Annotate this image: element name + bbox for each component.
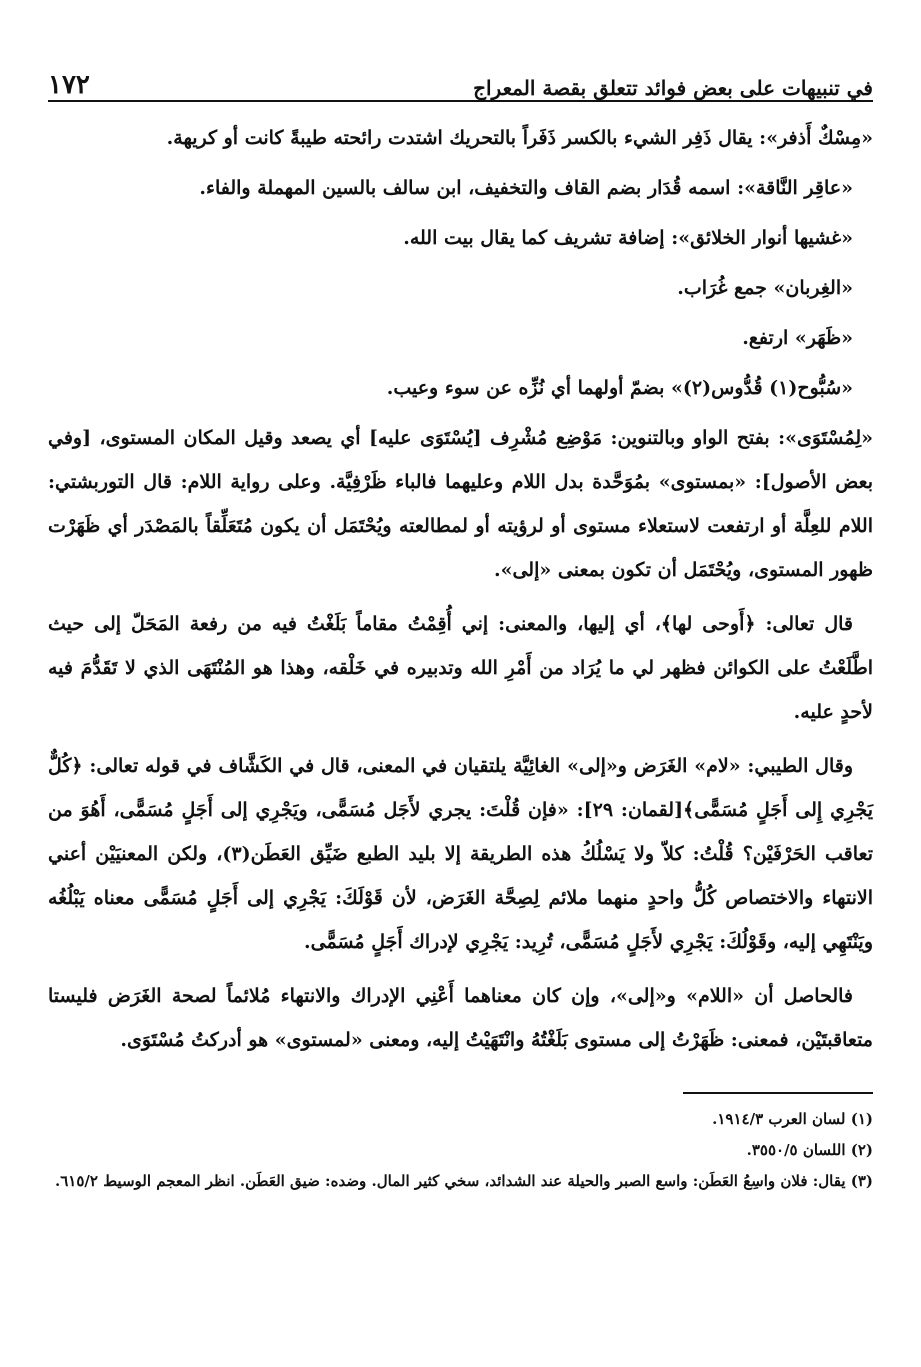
footnotes [48, 1104, 873, 1197]
running-title: في تنبيهات على بعض فوائد تتعلق بقصة المعراج [473, 76, 873, 100]
footnote-2: (٢) اللسان ٣٥٥٠/٥. [746, 1141, 873, 1159]
entry-zahar: «ظَهَر» ارتفع. [742, 327, 853, 349]
paragraph-awha-laha: قال تعالى: ﴿أَوحى لها﴾، أي إليها، والمعنى: إني أُقِمْتُ مقاماً بَلَغْتُ فيه من رفعة المَحَلّ إلى حيث اطَّلَعْتُ على الكوائن فظهر لي ما يُرَاد من أَمْرِ الله وتدبيره في خَلْقه، وهذا هو المُنْتَهَى الذي لا تَقَدُّمَ فيه لأحدٍ عليه. [48, 613, 873, 723]
page-header [48, 56, 873, 102]
entry-subbuh-quddus: «سُبُّوح(١) قُدُّوس(٢)» بضمّ أولهما أي نُزِّه عن سوء وعيب. [386, 377, 853, 399]
footnote-divider [683, 1092, 873, 1094]
entry-ghashiyaha: «غشيها أنوار الخلائق»: إضافة تشريف كما يقال بيت الله. [403, 227, 853, 249]
book-page [48, 56, 873, 1197]
entry-aqir-al-naqa: «عاقِر النَّاقة»: اسمه قُدَار بضم القاف والتخفيف، ابن سالف بالسين المهملة والفاء. [199, 177, 853, 199]
entry-al-ghirban: «الغِربان» جمع غُرَاب. [677, 277, 853, 299]
footnote-1: (١) لسان العرب ١٩١٤/٣. [712, 1110, 873, 1128]
footnote-3: (٣) يقال: فلان واسِعُ العَطَن: واسع الصبر والحيلة عند الشدائد، سخي كثير المال. وضده: ضيق العَطَن. انظر المعجم الوسيط ٦١٥/٢. [55, 1172, 873, 1190]
entry-li-mustawa: «لِمُسْتَوَى»: بفتح الواو وبالتنوين: مَوْضِع مُشْرِف [يُسْتَوَى عليه] أي يصعد وقيل المكان المستوى، [وفي بعض الأصول]: «بمستوى» بمُوَحَّدة بدل اللام وعليهما فالباء ظَرْفِيَّة. وعلى رواية اللام: قال التوربشتي: اللام للعِلَّة أو ارتفعت لاستعلاء مستوى أو لرؤيته أو لمطالعته ويُحْتَمَل أن يكون مُتَعَلِّقاً بالمَصْدَر أي ظَهَرْت ظهور المستوى، ويُحْتَمَل أن تكون بمعنى «إلى». [48, 427, 873, 581]
paragraph-conclusion: فالحاصل أن «اللام» و«إلى»، وإن كان معناهما أَعْنِي الإدراك والانتهاء مُلائماً لصحة الغَرَض فليستا متعاقبتَيْن، فمعنى: ظَهَرْتُ إلى مستوى بَلَغْتُهُ وانْتَهَيْتُ إليه، ومعنى «لمستوى» هو أدركتُ مُسْتَوَى. [48, 985, 873, 1051]
entry-misk-adhfar: «مِسْكٌ أَذفر»: يقال ذَفِر الشيء بالكسر ذَفَراً بالتحريك اشتدت رائحته طيبةً كانت أو كريهة. [166, 127, 873, 149]
main-text [48, 116, 873, 1062]
paragraph-tibi: وقال الطيبي: «لام» الغَرَض و«إلى» الغائِيَّة يلتقيان في المعنى، قال في الكَشَّاف في قوله تعالى: ﴿كُلٌّ يَجْرِي إِلى أَجَلٍ مُسَمًّى﴾[لقمان: ٢٩]: «فإن قُلْتَ: يجري لأَجَل مُسَمًّى، ويَجْرِي إلى أَجَلٍ مُسَمًّى، أَهُوَ من تعاقب الحَرْفَيْن؟ قُلْتُ: كلاّ ولا يَسْلُكُ هذه الطريقة إلا بليد الطبع ضَيِّق العَطَن(٣)، ولكن المعنيَيْن أعني الانتهاء والاختصاص كُلُّ واحدٍ منهما ملائم لِصِحَّة الغَرَض، لأن قَوْلَكَ: يَجْرِي إلى أَجَلٍ مُسَمًّى معناه يَبْلُغُه ويَنْتَهِي إليه، وقَوْلُكَ: يَجْرِي لأَجَلٍ مُسَمًّى، تُرِيد: يَجْرِي لإدراك أَجَلٍ مُسَمًّى. [48, 755, 874, 953]
page-number: ١٧٢ [48, 70, 90, 100]
